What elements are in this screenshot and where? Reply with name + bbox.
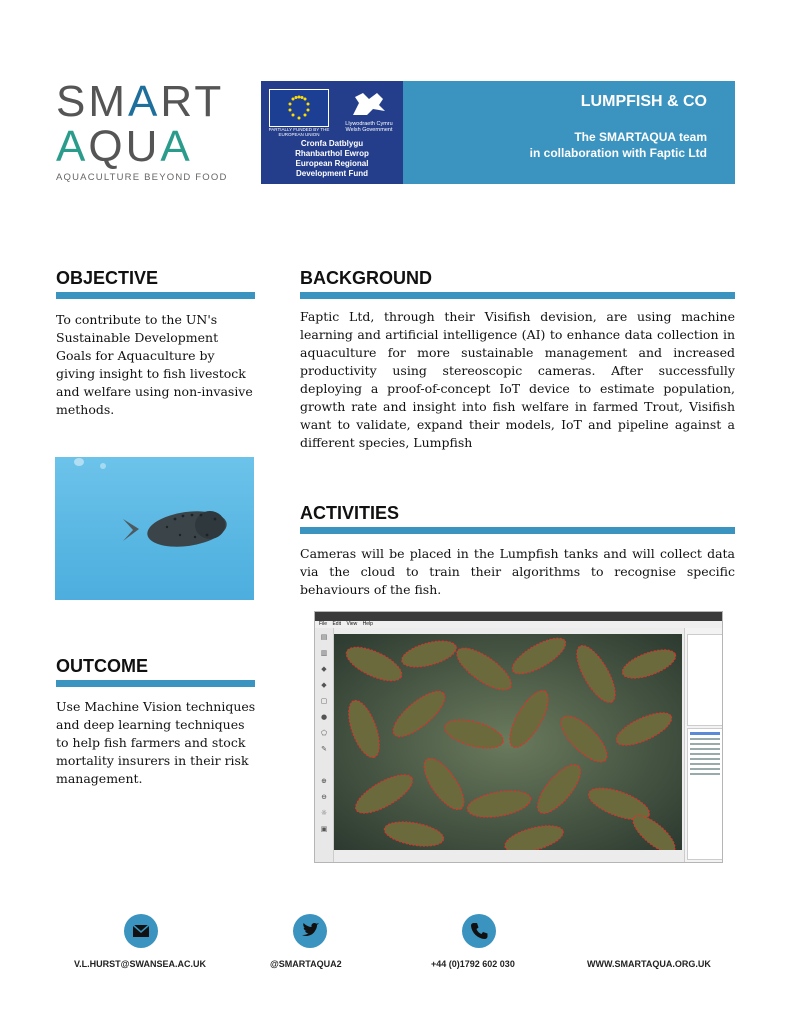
eu-caption: PARTIALLY FUNDED BY THE EUROPEAN UNION	[268, 127, 330, 137]
background-text: Faptic Ltd, through their Visifish devision, are using machine learning and artificial intelligence (AI) to enhance data collection in aquaculture for more sustainable management and increased productivity using stereoscopic cameras. After successfully deploying a proof-of-concept IoT device to estimate population, growth rate and insight into fish welfare in farmed Trout, Visifish want to validate, expand their models, IoT and pipeline against a different species, Lumpfish	[300, 309, 735, 450]
erdf-line-2: Rhanbarthol Ewrop	[295, 149, 369, 158]
activities-heading: ACTIVITIES	[300, 503, 400, 523]
logo-line-2: AQUA	[56, 122, 193, 171]
screenshot-titlebar	[315, 612, 722, 621]
objective-divider	[56, 292, 255, 299]
outcome-heading: OUTCOME	[56, 656, 148, 676]
fit-icon: ▣	[320, 825, 328, 833]
eu-flag-icon	[269, 89, 329, 127]
objective-heading: OBJECTIVE	[56, 268, 159, 288]
brightness-icon: ☼	[320, 809, 328, 817]
contact-email[interactable]: V.L.HURST@SWANSEA.AC.UK	[74, 959, 206, 969]
page-subtitle: The SMARTAQUA team in collaboration with Faptic Ltd	[529, 130, 707, 160]
welsh-government-caption: Llywodraeth Cymru Welsh Government	[345, 121, 393, 133]
open-dir-icon: ▥	[320, 649, 328, 657]
twitter-icon	[293, 914, 327, 948]
zoom-in-icon: ⊕	[321, 777, 327, 785]
polygon-icon: ⬠	[320, 729, 328, 737]
smartaqua-logo	[56, 77, 254, 184]
screenshot-side-panel	[684, 628, 723, 862]
erdf-line-3: European Regional	[295, 159, 369, 168]
contact-website[interactable]: WWW.SMARTAQUA.ORG.UK	[587, 959, 711, 969]
contact-twitter[interactable]: @SMARTAQUA2	[270, 959, 342, 969]
lumpfish-photo	[55, 457, 254, 600]
screenshot-menu-help: Help	[362, 621, 373, 627]
next-icon: ◆	[321, 665, 327, 673]
page-title: LUMPFISH & CO	[580, 93, 707, 110]
erdf-line-1: Cronfa Datblygu	[300, 139, 364, 148]
screenshot-menubar	[315, 621, 722, 628]
outcome-text: Use Machine Vision techniques and deep learning techniques to help fish farmers and stock mortality insurers in their risk management.	[56, 699, 256, 786]
activities-text: Cameras will be placed in the Lumpfish tanks and will collect data via the cloud to train their algorithms to recognise specific behaviours of the fish.	[300, 546, 735, 597]
file-list-panel	[687, 728, 723, 860]
activities-divider	[300, 527, 735, 534]
objective-text: To contribute to the UN's Sustainable Development Goals for Aquaculture by giving insight to fish livestock and welfare using non-invasive methods.	[56, 312, 253, 417]
annotated-fish-image	[334, 634, 682, 850]
edit-icon: ✎	[321, 745, 327, 753]
prev-icon: ◆	[321, 681, 327, 689]
eu-funding-logo	[261, 81, 403, 184]
open-icon: ▤	[320, 633, 328, 641]
screenshot-menu-edit: Edit	[332, 621, 342, 627]
delete-icon: ●	[320, 713, 328, 721]
outcome-divider	[56, 680, 255, 687]
background-heading: BACKGROUND	[300, 268, 432, 288]
annotation-tool-screenshot	[314, 611, 723, 863]
erdf-line-4: Development Fund	[295, 169, 368, 178]
logo-tagline: AQUACULTURE BEYOND FOOD	[56, 172, 228, 183]
phone-icon	[462, 914, 496, 948]
contact-phone[interactable]: +44 (0)1792 602 030	[431, 959, 515, 969]
save-icon: ▢	[320, 697, 328, 705]
header-banner	[403, 81, 735, 184]
screenshot-toolbar	[315, 628, 334, 862]
logo-line-1: SMART	[56, 77, 225, 126]
zoom-out-icon: ⊖	[321, 793, 327, 801]
background-divider	[300, 292, 735, 299]
screenshot-menu-file: File	[319, 621, 328, 627]
label-list-panel	[687, 634, 723, 726]
erdf-text	[265, 139, 399, 179]
email-icon	[124, 914, 158, 948]
screenshot-menu-view: View	[346, 621, 358, 627]
